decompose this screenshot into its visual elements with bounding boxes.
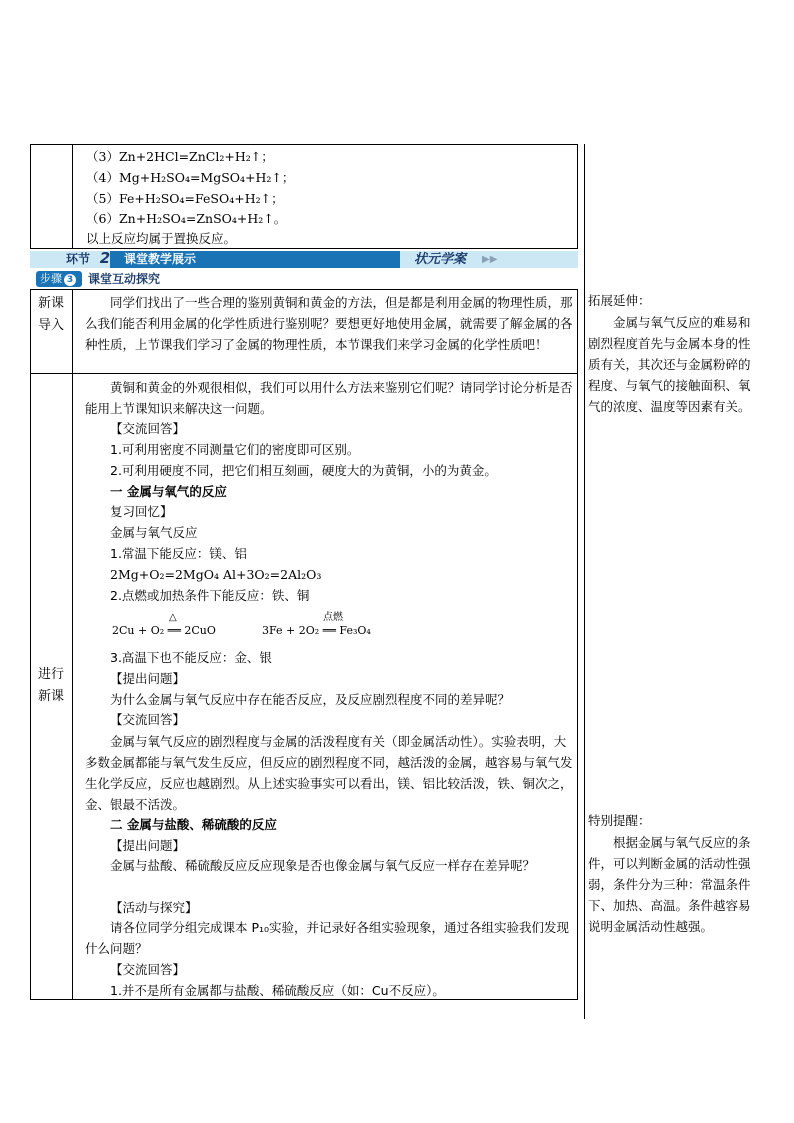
- equation-line: （4）Mg+H₂SO₄=MgSO₄+H₂↑；: [86, 170, 295, 185]
- table-border: [30, 289, 31, 999]
- table-border: [72, 289, 73, 999]
- section-title: 课堂教学展示: [124, 252, 197, 266]
- section-marker: 【交流回答】: [110, 712, 186, 727]
- equation-line: （5）Fe+H₂SO₄=FeSO₄+H₂↑；: [86, 191, 284, 206]
- table-border: [577, 144, 578, 248]
- arrow-icon: ▶▶: [482, 254, 498, 265]
- subsection-heading: 二 金属与盐酸、稀硫酸的反应: [110, 817, 277, 832]
- section-marker: 【交流回答】: [110, 421, 186, 436]
- summary-line: 以上反应均属于置换反应。: [86, 231, 237, 246]
- text-line: 复习回忆】: [110, 504, 173, 519]
- step-number: 3: [64, 274, 76, 286]
- equation-line: （6）Zn+H₂SO₄=ZnSO₄+H₂↑。: [86, 211, 287, 226]
- table-border: [30, 248, 578, 249]
- equation-cu: 2Cu + O₂ ══ 2CuO: [112, 624, 216, 637]
- table-border: [30, 999, 578, 1000]
- section-marker: 【活动与探究】: [110, 900, 198, 915]
- section-marker: 【交流回答】: [110, 962, 186, 977]
- equation-line: 2Mg+O₂=2MgO₄ Al+3O₂=2Al₂O₃: [110, 567, 322, 582]
- table-border: [30, 373, 578, 374]
- main-paragraph: 黄铜和黄金的外观很相似，我们可以用什么方法来鉴别它们呢？请同学讨论分析是否能用上节课知识来解决这一问题。: [85, 380, 573, 416]
- text-line: 金属与氧气反应: [110, 525, 198, 540]
- row-label-intro: 新课导入: [37, 296, 64, 333]
- table-border: [30, 144, 31, 248]
- text-line: 2.点燃或加热条件下能反应：铁、铜: [110, 588, 310, 603]
- table-border: [30, 144, 578, 145]
- intro-paragraph: 同学们找出了一些合理的鉴别黄铜和黄金的方法，但是都是利用金属的物理性质，那么我们能否利用金属的化学性质进行鉴别呢？要想更好地使用金属，就需要了解金属的各种性质，上节课我们学习了金属的物理性质，本节课我们来学习金属的化学性质吧！: [85, 295, 573, 352]
- sidebar-rule: [584, 144, 585, 1019]
- text-line: 为什么金属与氧气反应中存在能否反应，及反应剧烈程度不同的差异呢？: [110, 692, 511, 707]
- subsection-heading: 一 金属与氧气的反应: [110, 484, 227, 499]
- condition-heat: △: [169, 612, 177, 623]
- main-paragraph: 金属与氧气反应的剧烈程度与金属的活泼程度有关（即金属活动性）。实验表明，大多数金属都能与氧气发生反应，但反应的剧烈程度不同，越活泼的金属，越容易与氧气发生化学反应，反应也越剧烈。从上述实验事实可以看出，镁、铝比较活泼，铁、铜次之，金、银最不活泼。: [85, 734, 573, 812]
- text-line: 3.高温下也不能反应：金、银: [110, 650, 272, 665]
- table-border: [72, 144, 73, 248]
- section-marker: 【提出问题】: [110, 838, 186, 853]
- section-marker: 【提出问题】: [110, 671, 186, 686]
- equation-line: （3）Zn+2HCl=ZnCl₂+H₂↑；: [86, 149, 274, 164]
- text-line: 1.常温下能反应：镁、铝: [110, 546, 247, 561]
- sidebar-ext-text: 金属与氧气反应的难易和剧烈程度首先与金属本身的性质有关，其次还与金属粉碎的程度、与氧气的接触面积、氧气的浓度、温度等因素有关。: [588, 315, 751, 414]
- main-paragraph: 请各位同学分组完成课本 P₁₀实验，并记录好各组实验现象，通过各组实验我们发现什么问题？: [85, 920, 570, 956]
- sidebar-tip-title: 特别提醒：: [588, 813, 651, 828]
- sidebar-ext-title: 拓展延伸：: [588, 293, 651, 308]
- answer-line: 1.可利用密度不同测量它们的密度即可区别。: [110, 442, 360, 457]
- sidebar-tip-text: 根据金属与氧气反应的条件，可以判断金属的活动性强弱，条件分为三种：常温条件下、加热、高温。条件越容易说明金属活动性越强。: [588, 835, 751, 934]
- table-border: [577, 289, 578, 999]
- condition-ignite: 点燃: [323, 612, 343, 623]
- main-paragraph: 金属与盐酸、稀硫酸反应反应现象是否也像金属与氧气反应一样存在差异呢？: [110, 858, 536, 873]
- answer-line: 2.可利用硬度不同，把它们相互刻画，硬度大的为黄铜，小的为黄金。: [110, 463, 497, 478]
- table-border: [30, 289, 578, 290]
- step-badge: 步骤 3: [36, 271, 82, 287]
- answer-line: 1.并不是所有金属都与盐酸、稀硫酸反应（如：Cu不反应）。: [110, 983, 445, 998]
- row-label-main: 进行新课: [37, 667, 64, 704]
- equation-fe: 3Fe + 2O₂ ══ Fe₃O₄: [262, 624, 371, 637]
- step-title: 课堂互动探究: [88, 272, 161, 286]
- section-number: 2: [99, 249, 111, 267]
- brand-label: 状元学案: [414, 252, 467, 267]
- section-header-label: 环节: [66, 252, 91, 266]
